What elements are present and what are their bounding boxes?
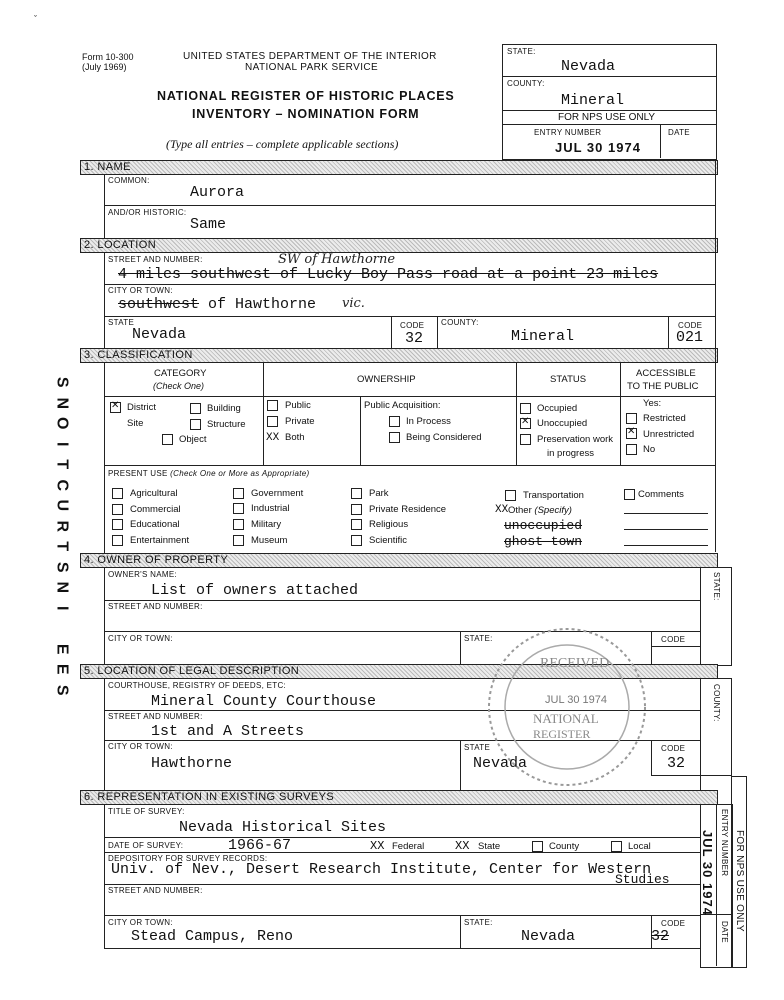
county-code-label: CODE (678, 321, 703, 330)
form-title: NATIONAL REGISTER OF HISTORIC PLACES (157, 89, 455, 103)
box-county-label: COUNTY: (507, 79, 545, 88)
survey-state-field-label: STATE: (464, 918, 493, 927)
legal-city: Hawthorne (151, 755, 233, 772)
survey-state-label: State (478, 841, 501, 852)
side-state-label: STATE: (712, 572, 721, 601)
religious-checkbox[interactable] (351, 519, 362, 530)
scientific-label: Scientific (369, 535, 408, 546)
owner-street-label: STREET AND NUMBER: (108, 602, 203, 611)
government-label: Government (251, 488, 304, 499)
county-checkbox[interactable] (532, 841, 543, 852)
section-3-header: 3. CLASSIFICATION (80, 348, 718, 363)
no-checkbox[interactable] (626, 444, 637, 455)
commercial-checkbox[interactable] (112, 504, 123, 515)
agricultural-label: Agricultural (130, 488, 178, 499)
historic-name: Same (190, 216, 227, 233)
survey-code-label: CODE (661, 919, 686, 928)
scientific-checkbox[interactable] (351, 535, 362, 546)
survey-street-label: STREET AND NUMBER: (108, 886, 203, 895)
state-label: STATE (108, 318, 135, 327)
survey-state: Nevada (521, 928, 576, 945)
military-checkbox[interactable] (233, 519, 244, 530)
courthouse: Mineral County Courthouse (151, 693, 377, 710)
location-county: Mineral (511, 328, 575, 345)
being-considered-label: Being Considered (406, 432, 482, 443)
private-checkbox[interactable] (267, 416, 278, 427)
structure-label: Structure (207, 419, 246, 430)
side-county-label: COUNTY: (712, 684, 721, 722)
museum-label: Museum (251, 535, 288, 546)
accessible-header-1: ACCESSIBLE (636, 368, 696, 379)
survey-county-label: County (549, 841, 580, 852)
being-considered-checkbox[interactable] (389, 432, 400, 443)
agricultural-checkbox[interactable] (112, 488, 123, 499)
unoccupied-label: Unoccupied (537, 418, 588, 429)
location-state: Nevada (132, 326, 187, 343)
accessible-header-2: TO THE PUBLIC (627, 381, 699, 392)
park-label: Park (369, 488, 389, 499)
section-2-header: 2. LOCATION (80, 238, 718, 253)
preservation-label-2: in progress (547, 448, 594, 459)
educational-checkbox[interactable] (112, 519, 123, 530)
county-label: COUNTY: (441, 318, 479, 327)
form-subtitle: INVENTORY – NOMINATION FORM (192, 107, 420, 121)
comments-checkbox[interactable] (624, 489, 635, 500)
courthouse-label: COURTHOUSE, REGISTRY OF DEEDS, ETC: (108, 681, 287, 690)
museum-checkbox[interactable] (233, 535, 244, 546)
stamp-date: JUL 30 1974 (545, 694, 607, 706)
legal-street: 1st and A Streets (151, 723, 305, 740)
transportation-checkbox[interactable] (505, 490, 516, 501)
historic-label: AND/OR HISTORIC: (108, 208, 187, 217)
stamp-received: RECEIVED (540, 656, 610, 671)
category-header: CATEGORY (154, 368, 207, 379)
federal-label: Federal (392, 841, 425, 852)
commercial-label: Commercial (130, 504, 181, 515)
restricted-label: Restricted (643, 413, 686, 424)
legal-state: Nevada (473, 755, 528, 772)
owner-state-label: STATE: (464, 634, 493, 643)
ownership-header: OWNERSHIP (357, 374, 416, 385)
entertainment-label: Entertainment (130, 535, 190, 546)
status-header: STATUS (550, 374, 587, 385)
other-mark: XX (495, 504, 509, 516)
object-checkbox[interactable] (162, 434, 173, 445)
city-label: CITY OR TOWN: (108, 286, 173, 295)
other-use-1: unoccupied (504, 518, 583, 533)
building-checkbox[interactable] (190, 403, 201, 414)
state-code: 32 (405, 330, 424, 347)
district-label: District (127, 402, 157, 413)
survey-city-label: CITY OR TOWN: (108, 918, 173, 927)
owner-code-label: CODE (661, 635, 686, 644)
section-1-header: 1. NAME (80, 160, 718, 175)
side-nps-label: FOR NPS USE ONLY (734, 830, 745, 932)
legal-code: 32 (667, 755, 686, 772)
both-label: Both (285, 432, 305, 443)
location-street: 4 miles southwest of Lucky Boy Pass road at a point 23 miles (118, 266, 659, 283)
section-6-header: 6. REPRESENTATION IN EXISTING SURVEYS (80, 790, 718, 805)
side-date-label: DATE (720, 921, 729, 943)
object-label: Object (179, 434, 207, 445)
religious-label: Religious (369, 519, 409, 530)
section-5-header: 5. LOCATION OF LEGAL DESCRIPTION (80, 664, 718, 679)
legal-code-label: CODE (661, 744, 686, 753)
location-city: southwest of Hawthorne (118, 296, 317, 313)
nps-use-label: FOR NPS USE ONLY (558, 112, 656, 123)
common-name: Aurora (190, 184, 245, 201)
see-instructions-side: S N O I T C U R T S N I E E S (53, 376, 71, 696)
no-label: No (643, 444, 656, 455)
legal-city-label: CITY OR TOWN: (108, 742, 173, 751)
date-label: DATE (668, 128, 690, 137)
box-state: Nevada (561, 58, 616, 75)
public-acquisition-label: Public Acquisition: (364, 400, 441, 411)
survey-city: Stead Campus, Reno (131, 928, 294, 945)
educational-label: Educational (130, 519, 180, 530)
private-label: Private (285, 416, 315, 427)
county-code: 021 (676, 329, 704, 346)
owner-name: List of owners attached (151, 582, 359, 599)
unoccupied-checkbox[interactable] (520, 418, 531, 429)
survey-date-label: DATE OF SURVEY: (108, 841, 184, 850)
side-entry-stamp: JUL 30 1974 (700, 830, 715, 916)
building-label: Building (207, 403, 241, 414)
handwritten-note: SW of Hawthorne (278, 252, 396, 267)
public-label: Public (285, 400, 311, 411)
other-use-2: ghost town (504, 534, 583, 549)
department: UNITED STATES DEPARTMENT OF THE INTERIOR (183, 51, 437, 62)
state-mark: XX (455, 839, 470, 853)
occupied-label: Occupied (537, 403, 578, 414)
depository: Univ. of Nev., Desert Research Institute, Center for Western (111, 861, 652, 878)
industrial-checkbox[interactable] (233, 503, 244, 514)
in-process-label: In Process (406, 416, 451, 427)
street-label: STREET AND NUMBER: (108, 255, 203, 264)
vicinity-note: vic. (342, 296, 365, 311)
government-checkbox[interactable] (233, 488, 244, 499)
industrial-label: Industrial (251, 503, 290, 514)
site-label: Site (127, 418, 144, 429)
yes-label: Yes: (643, 398, 662, 409)
survey-local-label: Local (628, 841, 651, 852)
side-entry-label: ENTRY NUMBER (720, 809, 729, 877)
private-residence-checkbox[interactable] (351, 504, 362, 515)
unrestricted-label: Unrestricted (643, 429, 695, 440)
state-code-label: CODE (400, 321, 425, 330)
occupied-checkbox[interactable] (520, 403, 531, 414)
box-state-label: STATE: (507, 47, 536, 56)
transportation-label: Transportation (523, 490, 584, 501)
owner-city-label: CITY OR TOWN: (108, 634, 173, 643)
unrestricted-checkbox[interactable] (626, 428, 637, 439)
entry-stamp: JUL 30 1974 (555, 140, 641, 155)
form-date: (July 1969) (82, 62, 127, 72)
section-4-header: 4. OWNER OF PROPERTY (80, 553, 718, 568)
public-checkbox[interactable] (267, 400, 278, 411)
survey-title-label: TITLE OF SURVEY: (108, 807, 185, 816)
survey-date: 1966-67 (228, 837, 292, 854)
received-stamp-icon (480, 620, 655, 795)
survey-title: Nevada Historical Sites (179, 819, 387, 836)
military-label: Military (251, 519, 282, 530)
park-checkbox[interactable] (351, 488, 362, 499)
corner-mark: ˇ (34, 14, 37, 24)
federal-mark: XX (370, 839, 385, 853)
both-mark: XX (266, 432, 280, 444)
depository-2: Studies (615, 872, 670, 887)
legal-street-label: STREET AND NUMBER: (108, 712, 203, 721)
service: NATIONAL PARK SERVICE (245, 62, 379, 73)
check-one-note: (Check One) (153, 381, 205, 391)
instruction-note: (Type all entries – complete applicable sections) (166, 137, 399, 151)
other-label: Other (Specify) (508, 505, 572, 516)
entry-number-label: ENTRY NUMBER (534, 128, 602, 137)
owner-name-label: OWNER'S NAME: (108, 570, 177, 579)
in-process-checkbox[interactable] (389, 416, 400, 427)
present-use-label: PRESENT USE (Check One or More as Appropriate) (108, 469, 310, 478)
entertainment-checkbox[interactable] (112, 535, 123, 546)
box-county: Mineral (561, 92, 625, 109)
preservation-label-1: Preservation work (537, 434, 614, 445)
local-checkbox[interactable] (611, 841, 622, 852)
private-residence-label: Private Residence (369, 504, 447, 515)
restricted-checkbox[interactable] (626, 413, 637, 424)
legal-state-label: STATE (464, 743, 491, 752)
common-label: COMMON: (108, 176, 150, 185)
stamp-register: REGISTER (533, 727, 591, 741)
survey-code: 32 (651, 928, 670, 945)
district-checkbox[interactable] (110, 402, 121, 413)
preservation-checkbox[interactable] (520, 434, 531, 445)
form-number: Form 10-300 (82, 52, 134, 62)
stamp-national: NATIONAL (533, 711, 599, 726)
depository-label: DEPOSITORY FOR SURVEY RECORDS: (108, 854, 268, 863)
structure-checkbox[interactable] (190, 419, 201, 430)
comments-label: Comments (638, 489, 684, 500)
